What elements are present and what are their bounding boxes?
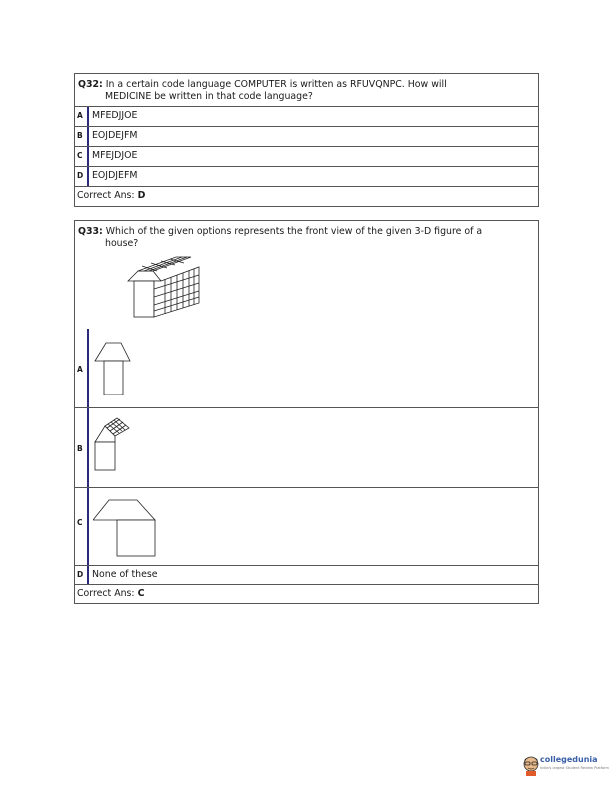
option-divider <box>87 127 89 146</box>
option-b-figure <box>91 416 141 476</box>
question-32-text <box>75 74 538 106</box>
option-b[interactable] <box>75 126 538 146</box>
correct-answer-label: Correct Ans: <box>77 588 135 599</box>
correct-answer-value: D <box>137 190 146 201</box>
question-line-2: house? <box>105 238 139 249</box>
correct-answer <box>75 186 538 206</box>
option-divider <box>87 147 89 166</box>
correct-answer <box>75 584 538 604</box>
option-text: None of these <box>92 569 158 580</box>
option-a[interactable] <box>75 329 538 407</box>
correct-answer-label: Correct Ans: <box>77 190 135 201</box>
correct-answer-value: C <box>137 588 145 599</box>
question-number: Q32: <box>78 79 103 90</box>
option-letter: B <box>77 444 83 453</box>
question-33 <box>74 220 539 604</box>
option-letter: A <box>77 365 83 374</box>
collegedunia-logo <box>520 752 610 780</box>
question-line-2: MEDICINE be written in that code language? <box>105 91 313 102</box>
option-letter: C <box>77 518 83 527</box>
option-letter: B <box>77 131 83 140</box>
option-a[interactable] <box>75 106 538 126</box>
question-33-text <box>75 221 538 253</box>
question-line-1: In a certain code language COMPUTER is written as RFUVQNPC. How will <box>105 79 447 90</box>
option-b[interactable] <box>75 407 538 487</box>
option-divider <box>87 167 89 186</box>
option-divider <box>87 566 89 585</box>
option-text: MFEDJJOE <box>92 110 138 121</box>
option-letter: A <box>77 111 83 120</box>
option-c[interactable] <box>75 487 538 565</box>
option-letter: C <box>77 151 83 160</box>
house-3d-figure <box>113 251 213 323</box>
option-letter: D <box>77 171 84 180</box>
option-divider <box>87 329 89 407</box>
option-text: EOJDJEFM <box>92 170 138 181</box>
option-a-figure <box>93 335 143 395</box>
option-text: EOJDEJFM <box>92 130 138 141</box>
option-c[interactable] <box>75 146 538 166</box>
logo-text: collegedunia <box>540 755 598 764</box>
question-number: Q33: <box>78 226 103 237</box>
mascot-icon <box>522 754 540 776</box>
option-divider <box>87 107 89 126</box>
option-d[interactable] <box>75 565 538 585</box>
option-divider <box>87 488 89 565</box>
option-letter: D <box>77 570 84 579</box>
option-divider <box>87 408 89 487</box>
option-c-figure <box>93 494 163 560</box>
question-32 <box>74 73 539 207</box>
logo-tagline: India's largest Student Review Platform <box>540 766 609 770</box>
option-text: MFEJDJOE <box>92 150 138 161</box>
question-line-1: Which of the given options represents the front view of the given 3-D figure of a <box>105 226 483 237</box>
option-d[interactable] <box>75 166 538 186</box>
